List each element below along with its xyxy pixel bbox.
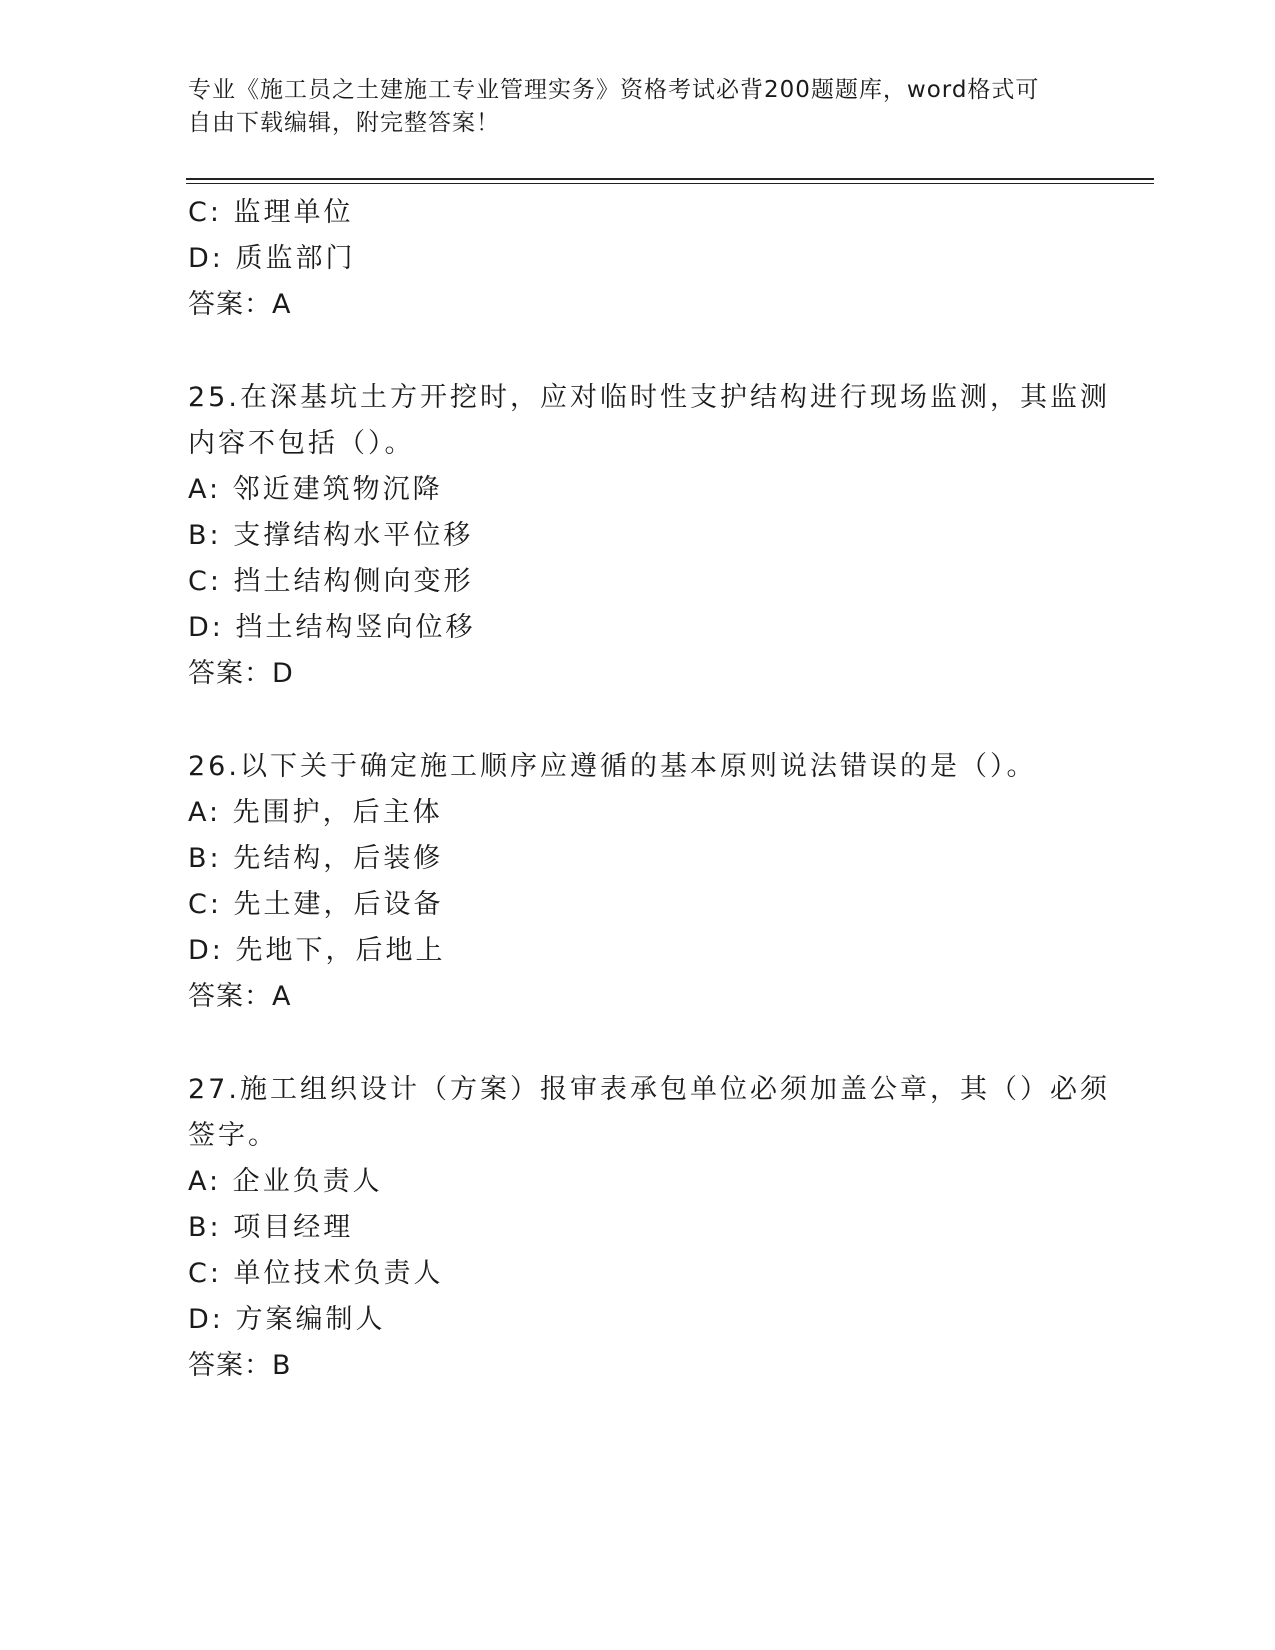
option-c: C: 监理单位 <box>188 197 354 228</box>
question-27 <box>188 1067 1110 1389</box>
question-stem: 25.在深基坑土方开挖时，应对临时性支护结构进行现场监测，其监测 <box>188 382 1110 413</box>
option-d: D: 挡土结构竖向位移 <box>188 612 476 643</box>
header-divider <box>186 178 1154 184</box>
question-stem-continued: 签字。 <box>188 1120 278 1151</box>
answer-label: 答案：A <box>188 981 292 1012</box>
header-title-line-2: 自由下载编辑，附完整答案！ <box>188 110 500 136</box>
option-a: A: 先围护，后主体 <box>188 797 443 828</box>
answer-label: 答案：A <box>188 289 292 320</box>
question-stem: 27.施工组织设计（方案）报审表承包单位必须加盖公章，其（）必须 <box>188 1074 1110 1105</box>
header-title-line-1: 专业《施工员之土建施工专业管理实务》资格考试必背200题题库，word格式可 <box>188 77 1040 103</box>
question-stem: 26.以下关于确定施工顺序应遵循的基本原则说法错误的是（）。 <box>188 751 1037 782</box>
option-c: C: 先土建，后设备 <box>188 889 444 920</box>
option-a: A: 邻近建筑物沉降 <box>188 474 443 505</box>
document-header <box>188 74 1088 140</box>
option-d: D: 先地下，后地上 <box>188 935 446 966</box>
option-a: A: 企业负责人 <box>188 1166 383 1197</box>
option-b: B: 先结构，后装修 <box>188 843 444 874</box>
question-list <box>188 190 1110 1389</box>
option-d: D: 质监部门 <box>188 243 356 274</box>
question-26 <box>188 744 1088 1020</box>
option-d: D: 方案编制人 <box>188 1304 386 1335</box>
question-24-tail <box>188 190 1088 328</box>
question-25 <box>188 375 1110 697</box>
answer-label: 答案：D <box>188 658 294 689</box>
option-b: B: 支撑结构水平位移 <box>188 520 474 551</box>
answer-label: 答案：B <box>188 1350 292 1381</box>
question-stem-continued: 内容不包括（）。 <box>188 428 415 459</box>
option-b: B: 项目经理 <box>188 1212 354 1243</box>
option-c: C: 单位技术负责人 <box>188 1258 444 1289</box>
option-c: C: 挡土结构侧向变形 <box>188 566 474 597</box>
